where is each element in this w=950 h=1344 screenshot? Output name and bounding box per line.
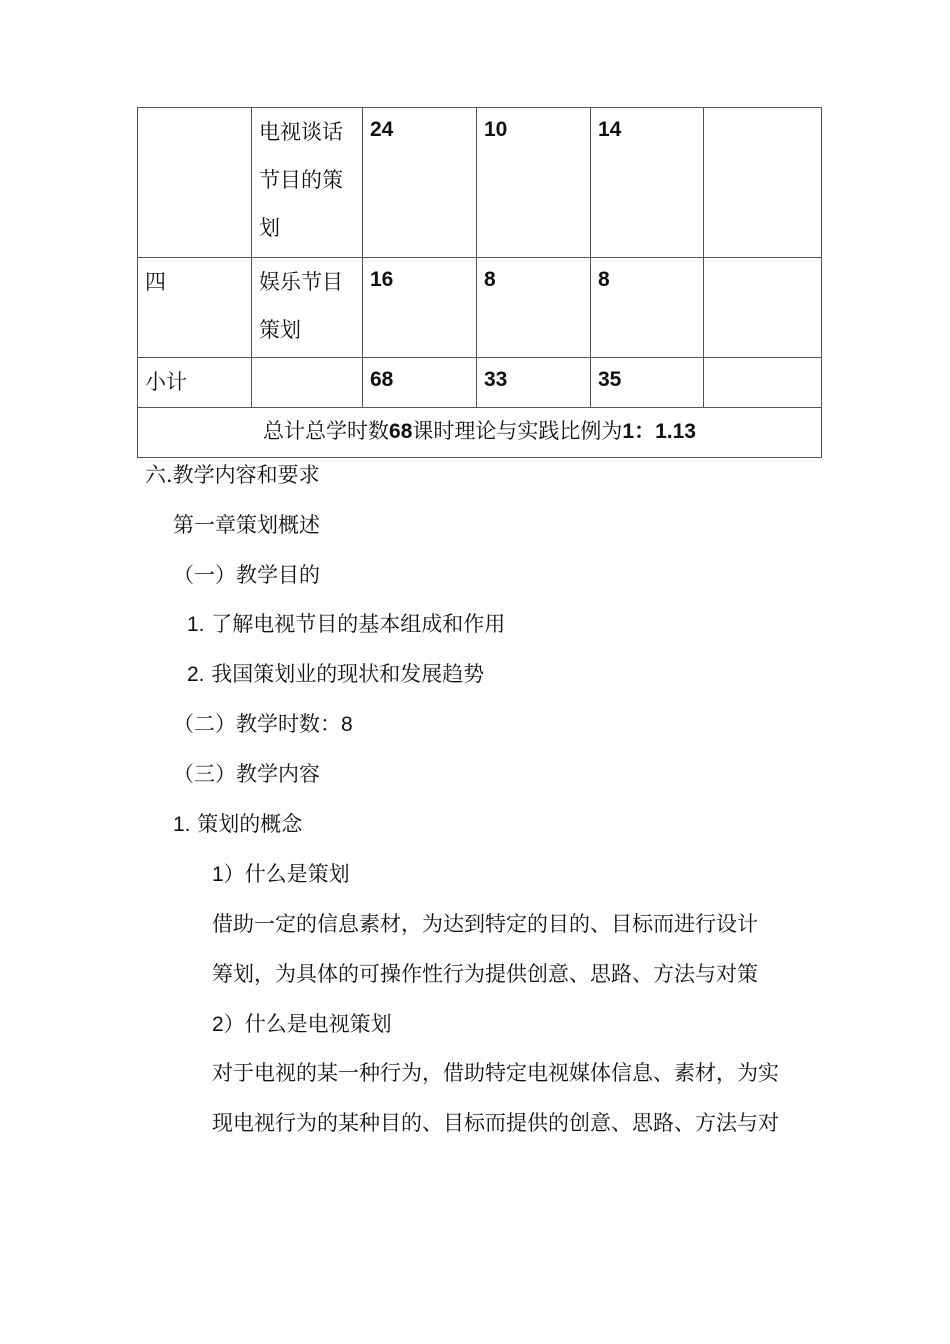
list-item-number: 1. xyxy=(187,613,205,636)
table-cell-total-hours: 24 xyxy=(363,108,477,258)
paragraph-line: 对于电视的某一种行为，借助特定电视媒体信息、素材，为实 xyxy=(212,1061,779,1085)
table-row xyxy=(138,108,822,258)
table-cell-unit: 小计 xyxy=(138,358,252,408)
subsection-text: 什么是策划 xyxy=(244,862,350,886)
list-item xyxy=(187,660,484,689)
table-cell-unit xyxy=(138,108,252,258)
table-cell-theory-hours: 8 xyxy=(477,258,591,358)
table-total-cell xyxy=(138,408,822,458)
table-cell-unit: 四 xyxy=(138,258,252,358)
table-cell-theory-hours: 33 xyxy=(477,358,591,408)
paragraph-line: 借助一定的信息素材，为达到特定的目的、目标而进行设计 xyxy=(212,912,758,936)
chapter-title: 第一章策划概述 xyxy=(173,513,320,537)
table-cell-topic: 电视谈话节目的策划 xyxy=(252,108,363,258)
total-hours-value: 68 xyxy=(389,420,413,443)
list-item-text: 我国策划业的现状和发展趋势 xyxy=(211,662,485,686)
table-cell-topic: 娱乐节目策划 xyxy=(252,258,363,358)
subsection-number: 1） xyxy=(212,863,245,886)
table-total-row xyxy=(138,408,822,458)
table-cell-total-hours: 68 xyxy=(363,358,477,408)
table-row xyxy=(138,358,822,408)
section-title: 六.教学内容和要求 xyxy=(145,463,320,487)
table-cell-note xyxy=(704,258,822,358)
list-item xyxy=(187,610,505,639)
table-cell-note xyxy=(704,358,822,408)
subsection-heading xyxy=(212,1010,392,1039)
subsection-heading xyxy=(212,860,350,889)
objectives-heading: （一）教学目的 xyxy=(173,563,320,587)
content-heading: （三）教学内容 xyxy=(173,762,320,786)
table-cell-practice-hours: 35 xyxy=(591,358,704,408)
subsection-text: 什么是电视策划 xyxy=(244,1012,392,1036)
table-cell-topic xyxy=(252,358,363,408)
total-pre-text: 总计总学时数 xyxy=(263,419,390,443)
course-hours-table xyxy=(137,107,822,458)
table-row xyxy=(138,258,822,358)
table-cell-total-hours: 16 xyxy=(363,258,477,358)
hours-line xyxy=(173,710,353,739)
table-cell-practice-hours: 8 xyxy=(591,258,704,358)
total-mid-text: 课时理论与实践比例为 xyxy=(412,419,623,443)
list-item-text: 了解电视节目的基本组成和作用 xyxy=(211,612,506,636)
subsection-number: 2） xyxy=(212,1013,245,1036)
paragraph-line: 筹划，为具体的可操作性行为提供创意、思路、方法与对策 xyxy=(212,962,758,986)
table-cell-note xyxy=(704,108,822,258)
list-item-text: 策划的概念 xyxy=(197,812,303,836)
total-ratio-value: 1：1.13 xyxy=(622,420,696,443)
paragraph-line: 现电视行为的某种目的、目标而提供的创意、思路、方法与对 xyxy=(212,1111,779,1135)
table-cell-practice-hours: 14 xyxy=(591,108,704,258)
list-item xyxy=(173,810,302,839)
list-item-number: 1. xyxy=(173,813,191,836)
list-item-number: 2. xyxy=(187,663,205,686)
table-cell-theory-hours: 10 xyxy=(477,108,591,258)
hours-value: 8 xyxy=(341,713,353,736)
hours-label: （二）教学时数： xyxy=(173,712,341,736)
